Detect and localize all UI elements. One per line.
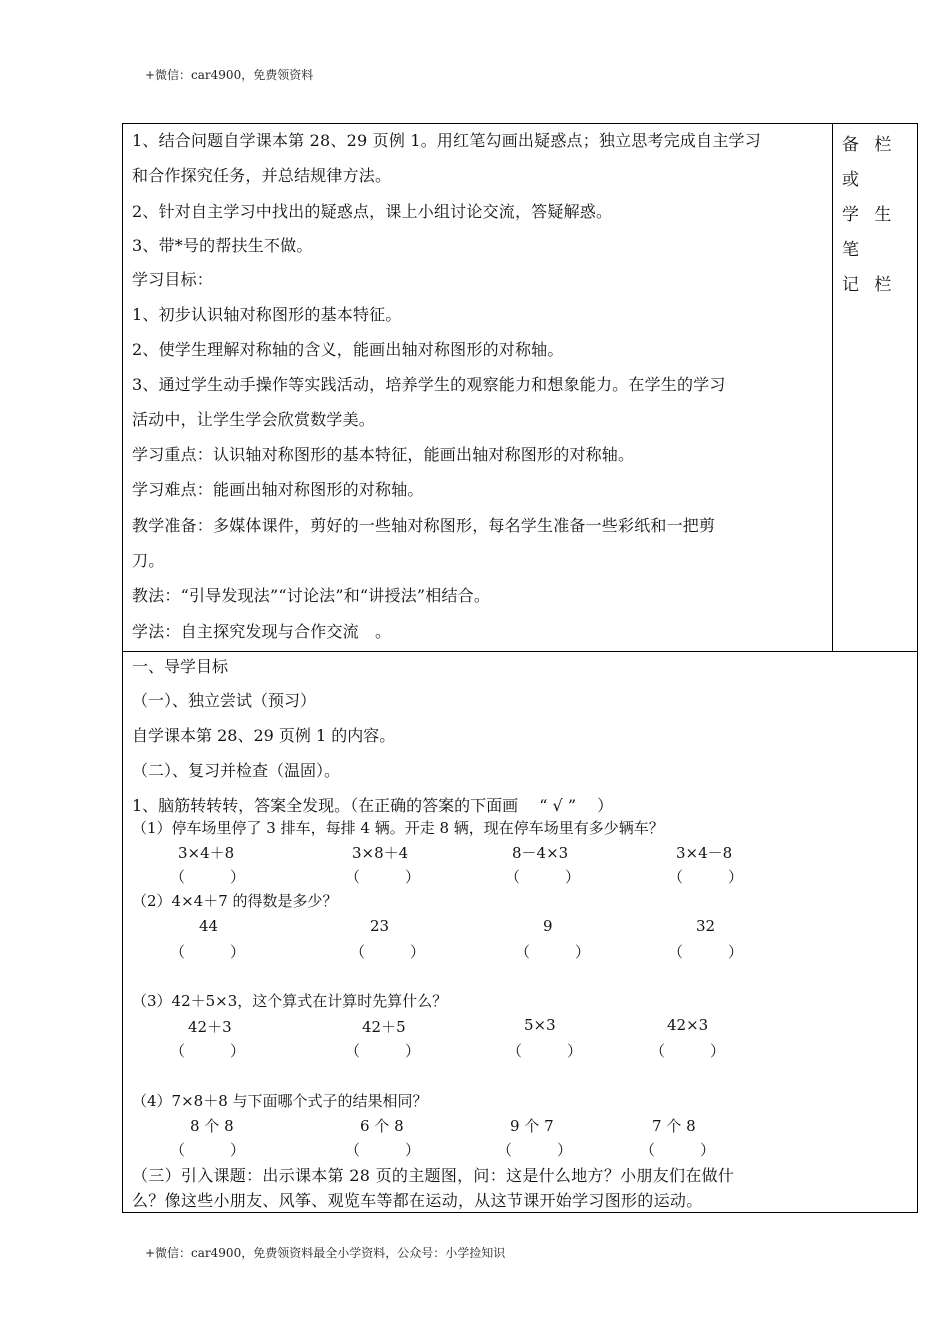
teaching-method: 教法：“引导发现法”“讨论法”和“讲授法”相结合。	[132, 586, 491, 605]
option: 3×4－8	[676, 844, 733, 862]
page-header: +微信：car4900，免费领资料	[145, 68, 314, 82]
option: 42×3	[667, 1016, 709, 1034]
option: 7 个 8	[652, 1117, 696, 1135]
column-divider	[832, 123, 833, 652]
option: 8－4×3	[512, 844, 569, 862]
option: 3×4＋8	[178, 844, 235, 862]
option: 42＋3	[188, 1018, 232, 1036]
difficulty: 学习难点：能画出轴对称图形的对称轴。	[132, 480, 424, 499]
answer-blank[interactable]: （ ）	[170, 943, 246, 961]
top-line-3: 2、针对自主学习中找出的疑惑点，课上小组讨论交流，答疑解惑。	[132, 202, 613, 221]
question-2: （2）4×4＋7 的得数是多少？	[132, 892, 338, 910]
side-note-line: 学 生 笔	[842, 205, 897, 260]
top-line-4: 3、带*号的帮扶生不做。	[132, 236, 313, 255]
option: 3×8＋4	[352, 844, 409, 862]
objective-3-cont: 活动中，让学生学会欣赏数学美。	[132, 410, 376, 429]
preparation: 教学准备：多媒体课件，剪好的一些轴对称图形，每名学生准备一些彩纸和一把剪	[132, 516, 716, 535]
side-note-column	[842, 128, 916, 303]
closing-line-1: （三）引入课题：出示课本第 28 页的主题图，问：这是什么地方？小朋友们在做什	[132, 1166, 735, 1185]
page-footer: +微信：car4900，免费领资料最全小学资料，公众号：小学捡知识	[145, 1246, 506, 1260]
option: 42＋5	[362, 1018, 406, 1036]
top-line-1: 1、结合问题自学课本第 28、29 页例 1。用红笔勾画出疑惑点；独立思考完成自主学习	[132, 131, 761, 150]
option: 5×3	[524, 1016, 556, 1034]
row-divider	[122, 651, 918, 652]
subsection-2: （二）、复习并检查（温固）。	[132, 761, 341, 780]
answer-blank[interactable]: （ ）	[345, 1141, 421, 1159]
answer-blank[interactable]: （ ）	[505, 868, 581, 886]
option: 23	[370, 917, 390, 935]
key-point: 学习重点：认识轴对称图形的基本特征，能画出轴对称图形的对称轴。	[132, 445, 635, 464]
answer-blank[interactable]: （ ）	[515, 943, 591, 961]
side-note-line: 备 栏 或	[842, 135, 897, 190]
option: 9 个 7	[510, 1117, 554, 1135]
question-3: （3）42＋5×3，这个算式在计算时先算什么？	[132, 992, 448, 1010]
closing-line-2: 么？像这些小朋友、风筝、观览车等都在运动，从这节课开始学习图形的运动。	[132, 1191, 703, 1210]
answer-blank[interactable]: （ ）	[497, 1141, 573, 1159]
subsection-1: （一）、独立尝试（预习）	[132, 691, 317, 710]
answer-blank[interactable]: （ ）	[668, 943, 744, 961]
answer-blank[interactable]: （ ）	[345, 868, 421, 886]
question-1: （1）停车场里停了 3 排车，每排 4 辆。开走 8 辆，现在停车场里有多少辆车？	[132, 819, 664, 837]
answer-blank[interactable]: （ ）	[507, 1042, 583, 1060]
option: 44	[199, 917, 219, 935]
subsection-1-body: 自学课本第 28、29 页例 1 的内容。	[132, 726, 396, 745]
option: 9	[543, 917, 553, 935]
option: 32	[696, 917, 716, 935]
top-line-2: 和合作探究任务，并总结规律方法。	[132, 166, 392, 185]
answer-blank[interactable]: （ ）	[640, 1141, 716, 1159]
objectives-heading: 学习目标：	[132, 270, 214, 289]
answer-blank[interactable]: （ ）	[170, 868, 246, 886]
answer-blank[interactable]: （ ）	[170, 1042, 246, 1060]
answer-blank[interactable]: （ ）	[350, 943, 426, 961]
option: 6 个 8	[360, 1117, 404, 1135]
answer-blank[interactable]: （ ）	[345, 1042, 421, 1060]
objective-1: 1、初步认识轴对称图形的基本特征。	[132, 305, 402, 324]
objective-2: 2、使学生理解对称轴的含义，能画出轴对称图形的对称轴。	[132, 340, 564, 359]
answer-blank[interactable]: （ ）	[650, 1042, 726, 1060]
preparation-cont: 刀。	[132, 551, 165, 570]
question-4: （4）7×8＋8 与下面哪个式子的结果相同？	[132, 1092, 428, 1110]
section-title: 一、导学目标	[132, 657, 229, 676]
objective-3: 3、通过学生动手操作等实践活动，培养学生的观察能力和想象能力。在学生的学习	[132, 375, 726, 394]
exercise-instruction: 1、脑筋转转转，答案全发现。（在正确的答案的下面画 “ √ ” ）	[132, 796, 614, 815]
option: 8 个 8	[190, 1117, 234, 1135]
learning-method: 学法：自主探究发现与合作交流 。	[132, 622, 392, 641]
answer-blank[interactable]: （ ）	[668, 868, 744, 886]
side-note-line: 记 栏	[842, 275, 897, 295]
answer-blank[interactable]: （ ）	[170, 1141, 246, 1159]
